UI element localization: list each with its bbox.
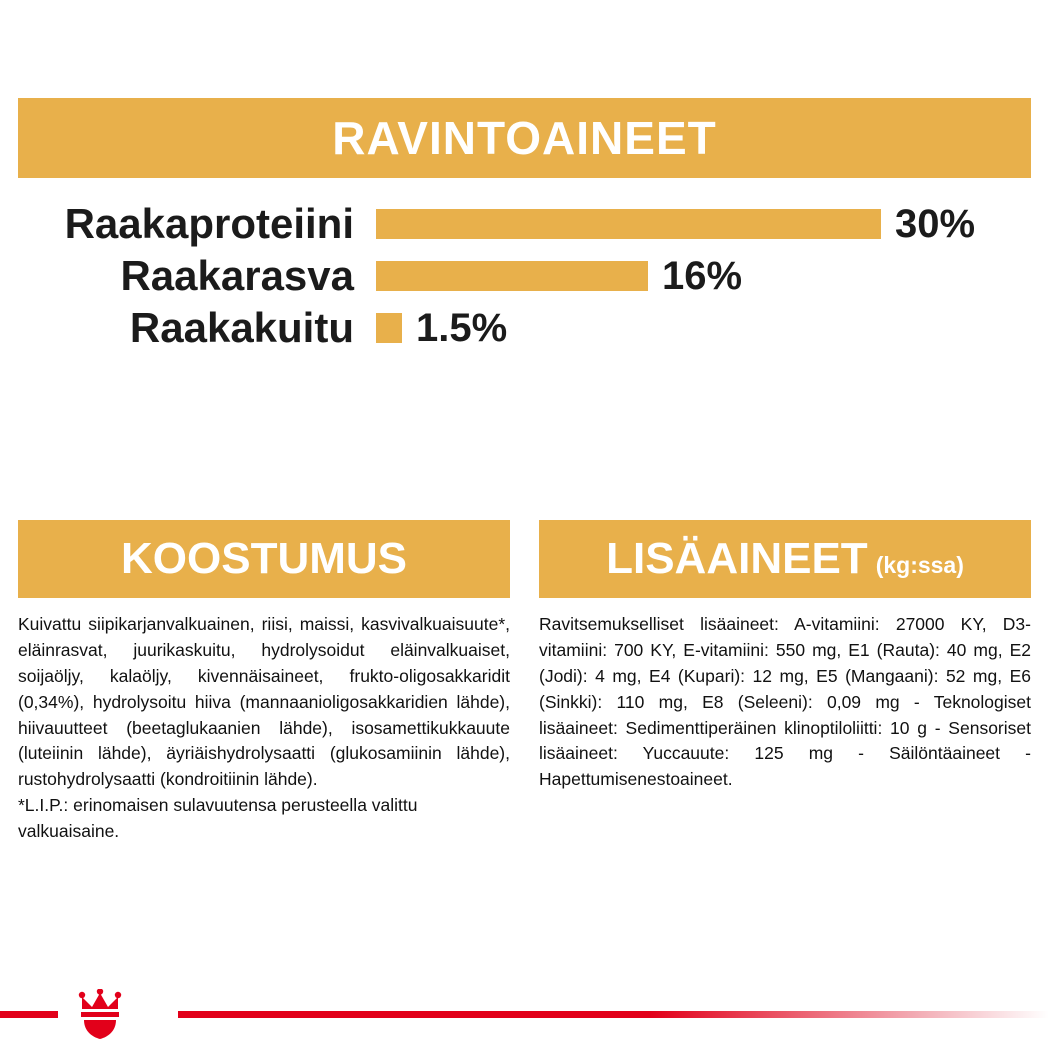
composition-title: KOOSTUMUS: [121, 534, 407, 583]
footer: [0, 989, 1049, 1049]
additives-body: [539, 612, 1031, 793]
nutrient-bar-fill-protein: [376, 209, 881, 239]
details-columns: [18, 520, 1031, 845]
nutrients-title: RAVINTOAINEET: [332, 112, 717, 164]
composition-banner: [18, 520, 510, 598]
nutrients-bar-chart: [18, 198, 1031, 354]
additives-banner: [539, 520, 1031, 598]
composition-footnote: *L.I.P.: erinomaisen sulavuutensa perusteella valittu valkuaisaine.: [18, 795, 418, 842]
nutrient-value-protein: 30%: [895, 202, 976, 246]
nutrient-bar-track-fibre: [376, 308, 1031, 348]
additives-text: Ravitsemukselliset lisäaineet: A-vitamiini: 27000 KY, D3-vitamiini: 700 KY, E-vitamiini: 550 mg, E1 (Rauta): 40 mg, E2 (Jodi): 4 mg, E4 (Kupari): 12 mg, E5 (Mangaani): 52 mg, E6 (Sinkki): 110 mg, E8 (Seleeni): 0,09 mg - Teknologiset lisäaineet: Sedimenttiperäinen klinoptiloliitti: 10 g - Sensoriset lisäaineet: Yuccauute: 125 mg - Säilöntäaineet - Hapettumisenestoaineet.: [539, 614, 1031, 790]
nutrient-label-fibre: Raakakuitu: [129, 304, 354, 351]
nutrient-row-fibre: [18, 302, 1031, 354]
nutrient-row-fat: [18, 250, 1031, 302]
nutrients-section: [18, 98, 1031, 354]
nutrient-row-protein: [18, 198, 1031, 250]
nutrient-bar-track-fat: [376, 256, 1031, 296]
nutrients-banner: [18, 98, 1031, 178]
composition-column: [18, 520, 510, 845]
nutrient-value-fat: 16%: [662, 254, 743, 298]
additives-column: [539, 520, 1031, 845]
nutrient-value-fibre: 1.5%: [416, 306, 508, 350]
nutrient-label-fat: Raakarasva: [120, 252, 354, 299]
nutrient-bar-fill-fat: [376, 261, 648, 291]
royal-canin-crown-logo-icon: [72, 989, 164, 1047]
nutrient-label-protein: Raakaproteiini: [64, 200, 354, 247]
composition-text: Kuivattu siipikarjanvalkuainen, riisi, maissi, kasvivalkuaisuute*, eläinrasvat, juurikaskuitu, hydrolysoidut eläinvalkuaiset, soijaöljy, kalaöljy, kivennäisaineet, frukto-oligosakkaridit (0,34%), hydrolysoitu hiiva (mannaanioligosakkaridien lähde), hiivauutteet (beetaglukaanien lähde), isosamettikukkauute (luteiinin lähde), äyriäishydrolysaatti (glukosamiinin lähde), rustohydrolysaatti (kondroitiinin lähde).: [18, 614, 510, 790]
nutrient-bar-track-protein: [376, 204, 1031, 244]
additives-subtitle: (kg:ssa): [875, 551, 964, 578]
nutrient-bar-fill-fibre: [376, 313, 402, 343]
additives-title: LISÄAINEET: [606, 534, 868, 583]
composition-body: [18, 612, 510, 845]
